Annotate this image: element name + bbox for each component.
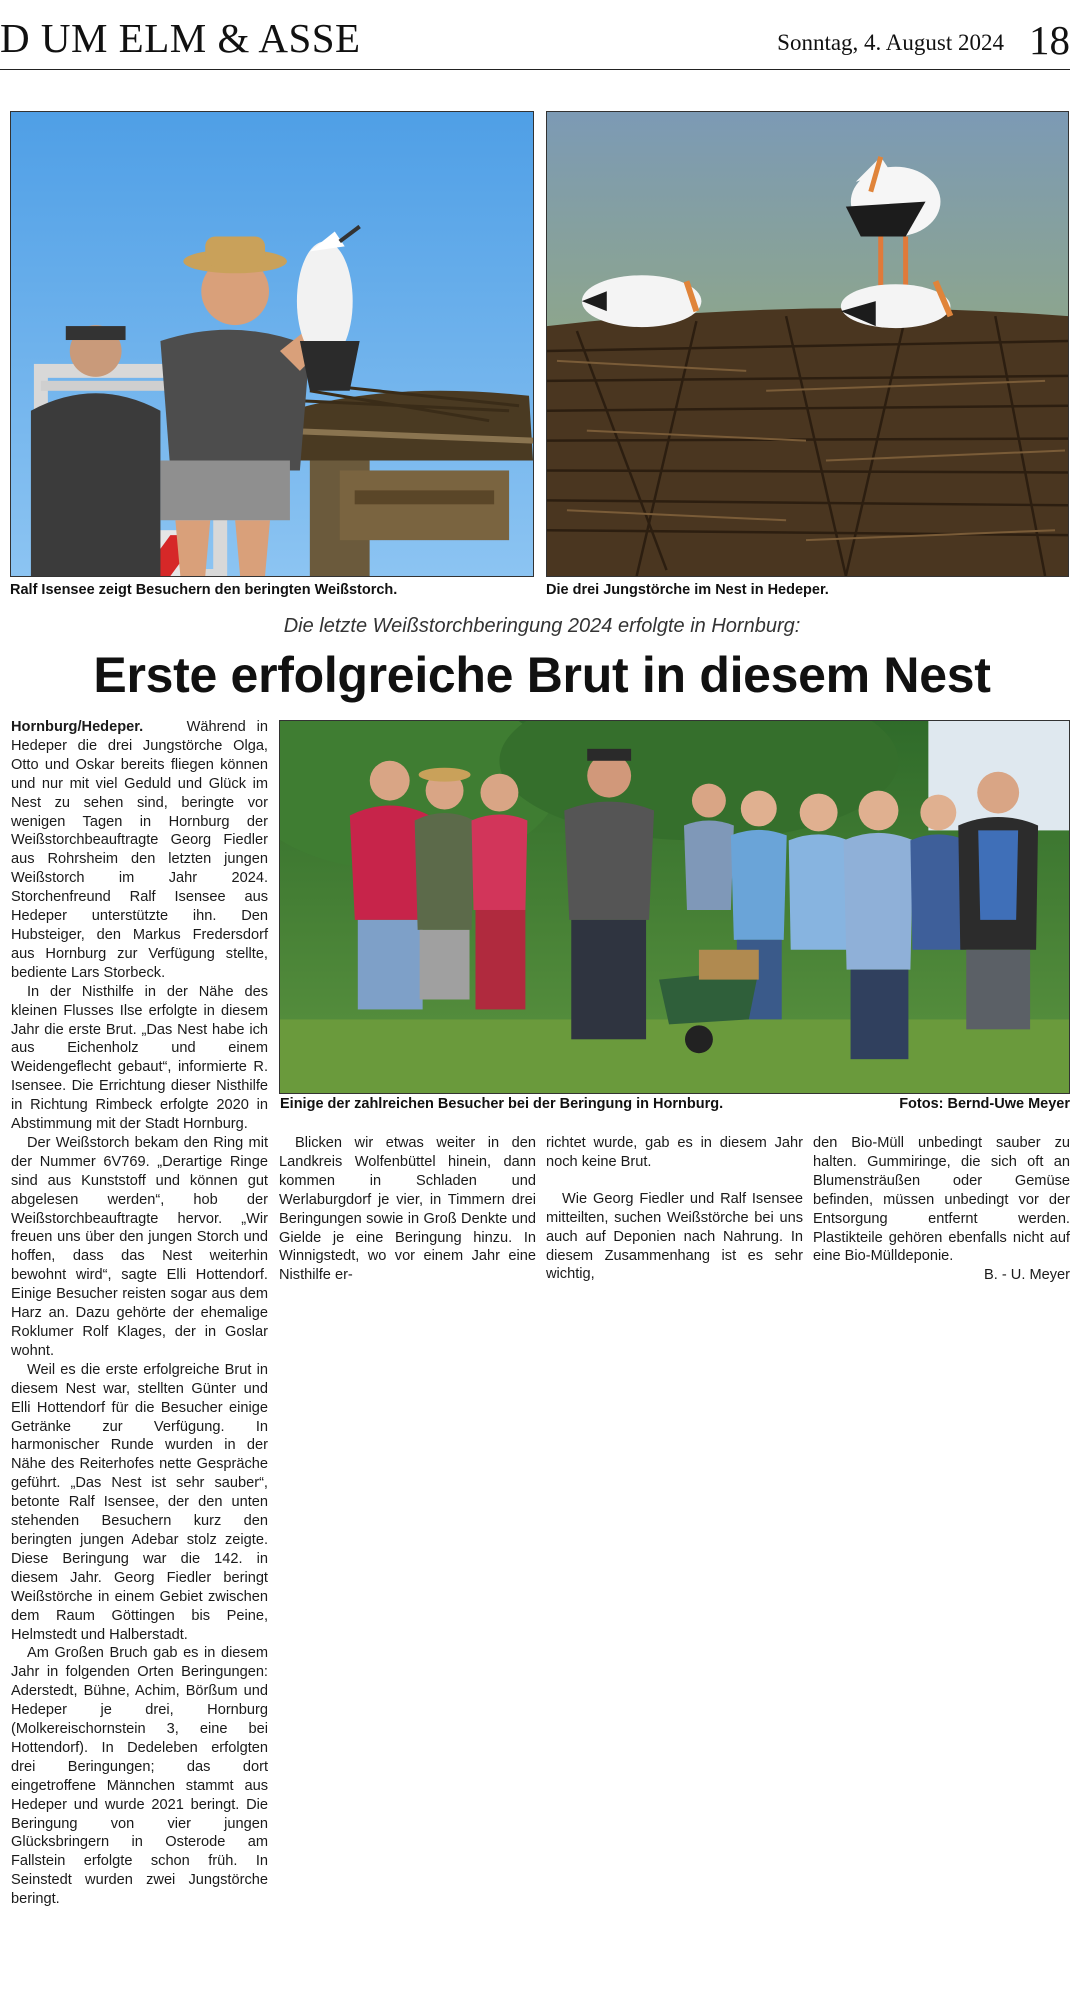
article-paragraph: den Bio-Müll unbedingt sauber zu halten. Gummiringe, die sich oft an Blumensträußen oder Gemüse befinden, müssen unbedingt vor der Entsorgung entfernt werden. Plastikteile gehören ebenfalls nicht auf eine Bio-Mülldeponie. xyxy=(813,1135,1070,1265)
newspaper-title: D UM ELM & ASSE xyxy=(0,15,361,61)
photo-storks-nest-image xyxy=(547,112,1068,576)
caption-photo-1: Ralf Isensee zeigt Besuchern den beringten Weißstorch. xyxy=(10,582,398,598)
article-paragraph: Wie Georg Fiedler und Ralf Isensee mitteilten, suchen Weißstörche bei uns auch auf Deponien nach Nahrung. In diesem Zusammenhang ist es sehr wichtig, xyxy=(546,1190,803,1283)
photo-group-visitors-image xyxy=(280,721,1069,1093)
article-dateline: Hornburg/Hedeper. xyxy=(11,719,144,735)
article-kicker: Die letzte Weißstorchberingung 2024 erfolgte in Hornburg: xyxy=(283,615,801,637)
masthead xyxy=(0,0,1070,70)
article-paragraph: Am Großen Bruch gab es in diesem Jahr in folgenden Orten Beringungen: Aderstedt, Bühne, Achim, Börßum und Hedeper je drei, Hornburg (Molkereischornstein 3, eine bei Hottendorf). In Dedeleben erfolgten drei Beringungen; das dort eingetroffene Männchen stammt aus Hedeper und wurde 2021 beringt. Die Beringung von vier jungen Glücksbringern in Osterode am Fallstein erfolgte schon früh. In Seinstedt wurden zwei Jungstörche beringt. xyxy=(11,1645,268,1908)
article-headline: Erste erfolgreiche Brut in diesem Nest xyxy=(93,647,991,703)
page-number: 18 xyxy=(1029,17,1070,63)
photo-stork-ringing xyxy=(10,111,534,577)
caption-photo-3: Einige der zahlreichen Besucher bei der Beringung in Hornburg. xyxy=(280,1096,724,1112)
article-paragraph: Hornburg/Hedeper. Während in Hedeper die drei Jungstörche Olga, Otto und Oskar bereits fliegen können und nur mit viel Geduld und Glück im Nest zu sehen sind, beringte vor wenigen Tagen in Hornburg der Weißstorchbeauftragte Georg Fiedler aus Rohrsheim den letzten jungen Weißstorch im Jahr 2024. Storchenfreund Ralf Isensee aus Hedeper unterstützte ihn. Den Hubsteiger, den Markus Fredersdorf aus Hornburg zur Verfügung stellte, bediente Lars Storbeck. xyxy=(11,719,269,981)
article-column-2 xyxy=(279,1134,536,1285)
article-signature: B. - U. Meyer xyxy=(984,1267,1070,1284)
article-column-4 xyxy=(813,1134,1070,1285)
article-paragraph: In der Nisthilfe in der Nähe des kleinen Flusses Ilse erfolgte in diesem Jahr die erste Brut. „Das Nest habe ich aus Eichenholz und einem Weidengeflecht gebaut“, informierte R. Isensee. Die Errichtung dieser Nisthilfe in Richtung Rimbeck erfolgte 2020 in Abstimmung mit der Stadt Hornburg. xyxy=(11,983,268,1133)
issue-date: Sonntag, 4. August 2024 xyxy=(777,30,1004,55)
article-paragraph: Blicken wir etwas weiter in den Landkreis Wolfenbüttel hinein, dann kommen in Schladen und Werlaburgdorf je vier, in Timmern drei Beringungen sowie in Groß Denkte und Gielde je eine Beringung hinzu. In Winnigstedt, wo vor einem Jahr eine Nisthilfe er- xyxy=(279,1135,536,1284)
photo-storks-nest xyxy=(546,111,1069,577)
article-paragraph: Der Weißstorch bekam den Ring mit der Nummer 6V769. „Derartige Ringe sind aus Kunststoff und können gut abgelesen werden“, hob der Weißstorchbeauftragte hervor. „Wir freuen uns über den jungen Storch und hoffen, dass das Nest weiterhin bewohnt wird“, sagte Elli Hottendorf. Einige Besucher reisten sogar aus dem Harz an. Dazu gehörte der ehemalige Roklumer Rolf Klages, der in Goslar wohnt. xyxy=(11,1134,268,1359)
article-paragraph: richtet wurde, gab es in diesem Jahr noch keine Brut. xyxy=(546,1135,803,1170)
article-paragraph: Weil es die erste erfolgreiche Brut in diesem Nest war, stellten Günter und Elli Hottendorf für die Besucher einige Getränke zur Verfügung. In harmonischer Runde wurden in der Nähe des Reiterhofes nette Gespräche geführt. „Das Nest ist sehr sauber“, betonte Ralf Isensee, der den unten stehenden Besuchern kurz den beringten jungen Adebar stolz zeigte. Diese Beringung war die 142. in diesem Jahr. Georg Fiedler beringt Weißstörche in einem Gebiet zwischen dem Raum Göttingen bis Peine, Helmstedt und Halberstadt. xyxy=(11,1361,268,1643)
photo-group-visitors xyxy=(279,720,1070,1094)
article-column-1 xyxy=(11,718,268,1909)
caption-photo-2: Die drei Jungstörche im Nest in Hedeper. xyxy=(546,582,829,598)
article-column-3 xyxy=(546,1134,803,1284)
photo-credit: Fotos: Bernd-Uwe Meyer xyxy=(899,1096,1070,1112)
photo-stork-ringing-image xyxy=(11,112,533,576)
